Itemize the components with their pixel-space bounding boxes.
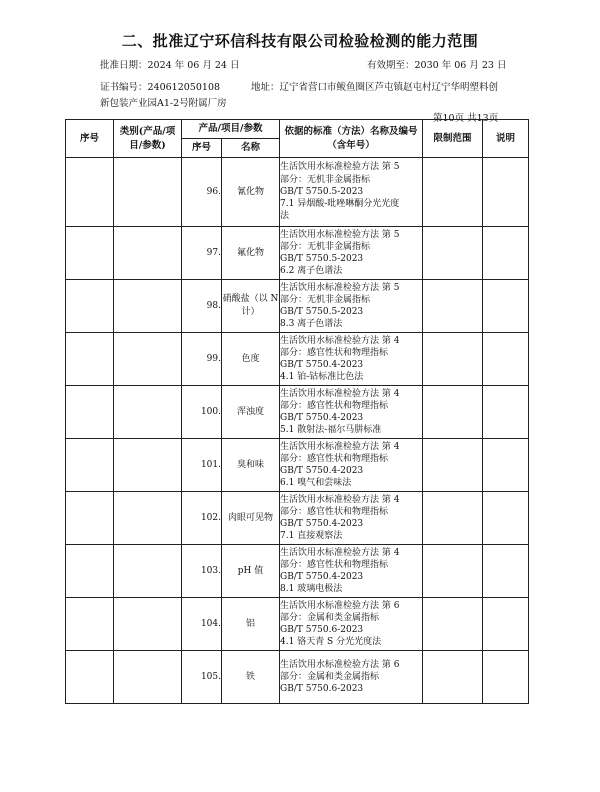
row-note-cell	[483, 333, 529, 386]
header-seq: 序号	[66, 120, 114, 158]
row-limit-cell	[423, 598, 483, 651]
row-sub-seq: 104.	[182, 598, 222, 651]
standard-line: GB/T 5750.5-2023	[280, 186, 364, 197]
table-row	[66, 598, 529, 651]
row-limit-cell	[423, 651, 483, 704]
standard-line: GB/T 5750.4-2023	[280, 360, 364, 370]
row-sub-seq: 99.	[182, 333, 222, 386]
row-standard	[280, 280, 423, 333]
row-limit-cell	[423, 545, 483, 598]
standard-line: 部分：感官性状和物理指标	[280, 506, 389, 517]
row-category-cell	[114, 439, 182, 492]
row-sub-name: pH 值	[222, 545, 280, 598]
standard-line: 法	[280, 211, 290, 222]
row-note-cell	[483, 651, 529, 704]
standard-line: 部分：金属和类金属指标	[280, 671, 380, 682]
standard-line: GB/T 5750.5-2023	[280, 254, 364, 264]
row-note-cell	[483, 598, 529, 651]
header-standard: 依据的标准（方法）名称及编号（含年号）	[280, 120, 423, 158]
standard-line: 8.1 玻璃电极法	[280, 584, 343, 595]
row-seq-cell	[66, 651, 114, 704]
standard-line: 7.1 异烟酸-吡唑啉酮分光光度	[280, 199, 400, 210]
standard-line: 部分：感官性状和物理指标	[280, 559, 389, 570]
row-standard	[280, 439, 423, 492]
row-sub-name: 铝	[222, 598, 280, 651]
row-category-cell	[114, 158, 182, 227]
header-note: 说明	[483, 120, 529, 158]
row-seq-cell	[66, 598, 114, 651]
row-sub-name: 浑浊度	[222, 386, 280, 439]
standard-line: 生活饮用水标准检验方法 第 4	[280, 494, 400, 505]
row-standard	[280, 158, 423, 227]
row-note-cell	[483, 386, 529, 439]
standard-line: 部分：感官性状和物理指标	[280, 453, 389, 464]
row-seq-cell	[66, 280, 114, 333]
standard-line: 5.1 散射法-福尔马肼标准	[280, 425, 382, 436]
table-row	[66, 651, 529, 704]
row-standard	[280, 386, 423, 439]
standard-line: 6.2 离子色谱法	[280, 266, 343, 277]
certificate-number: 证书编号：240612050108	[100, 82, 221, 93]
row-category-cell	[114, 651, 182, 704]
standard-line: GB/T 5750.6-2023	[280, 625, 364, 635]
row-sub-name: 氰化物	[222, 158, 280, 227]
capability-table	[65, 119, 529, 704]
valid-until: 有效期至：2030 年 06 月 23 日	[367, 60, 507, 71]
table-row	[66, 227, 529, 280]
row-standard	[280, 492, 423, 545]
row-limit-cell	[423, 158, 483, 227]
table-row	[66, 158, 529, 227]
row-category-cell	[114, 545, 182, 598]
standard-line: 部分：金属和类金属指标	[280, 612, 380, 623]
approval-date: 批准日期：2024 年 06 月 24 日	[100, 60, 240, 71]
row-sub-name: 臭和味	[222, 439, 280, 492]
standard-line: 生活饮用水标准检验方法 第 4	[280, 441, 400, 452]
standard-line: GB/T 5750.4-2023	[280, 572, 364, 582]
row-category-cell	[114, 333, 182, 386]
row-category-cell	[114, 386, 182, 439]
standard-line: GB/T 5750.6-2023	[280, 684, 364, 695]
standard-line: 生活饮用水标准检验方法 第 5	[280, 282, 400, 293]
standard-line: 生活饮用水标准检验方法 第 5	[280, 162, 400, 173]
row-seq-cell	[66, 545, 114, 598]
address-line-2: 新包装产业园A1-2号附属厂房	[100, 98, 227, 109]
row-note-cell	[483, 280, 529, 333]
row-standard	[280, 333, 423, 386]
row-seq-cell	[66, 227, 114, 280]
standard-line: GB/T 5750.4-2023	[280, 519, 364, 529]
row-sub-name: 色度	[222, 333, 280, 386]
row-note-cell	[483, 439, 529, 492]
header-sub-name: 名称	[222, 139, 280, 158]
row-limit-cell	[423, 227, 483, 280]
row-sub-seq: 103.	[182, 545, 222, 598]
standard-line: GB/T 5750.4-2023	[280, 466, 364, 476]
row-seq-cell	[66, 386, 114, 439]
row-note-cell	[483, 492, 529, 545]
table-row	[66, 386, 529, 439]
standard-line: 部分：无机非金属指标	[280, 294, 371, 305]
row-standard	[280, 651, 423, 704]
header-limit: 限制范围	[423, 120, 483, 158]
table-row	[66, 333, 529, 386]
row-category-cell	[114, 598, 182, 651]
standard-line: 6.1 嗅气和尝味法	[280, 478, 352, 489]
row-category-cell	[114, 227, 182, 280]
row-seq-cell	[66, 492, 114, 545]
standard-line: 生活饮用水标准检验方法 第 4	[280, 547, 400, 558]
table-row	[66, 492, 529, 545]
row-seq-cell	[66, 158, 114, 227]
row-sub-seq: 96.	[182, 158, 222, 227]
row-seq-cell	[66, 333, 114, 386]
standard-line: 生活饮用水标准检验方法 第 4	[280, 335, 400, 346]
row-limit-cell	[423, 280, 483, 333]
row-seq-cell	[66, 439, 114, 492]
row-sub-seq: 105.	[182, 651, 222, 704]
row-sub-seq: 100.	[182, 386, 222, 439]
standard-line: 7.1 直接观察法	[280, 531, 343, 542]
row-note-cell	[483, 227, 529, 280]
row-category-cell	[114, 280, 182, 333]
standard-line: 部分：无机非金属指标	[280, 241, 371, 252]
table-row	[66, 280, 529, 333]
standard-line: 4.1 铂-钴标准比色法	[280, 372, 364, 383]
standard-line: 生活饮用水标准检验方法 第 6	[280, 600, 400, 611]
standard-line: 4.1 铬天青 S 分光光度法	[280, 637, 382, 648]
row-category-cell	[114, 492, 182, 545]
standard-line: GB/T 5750.5-2023	[280, 307, 364, 317]
row-sub-seq: 97.	[182, 227, 222, 280]
row-sub-seq: 102.	[182, 492, 222, 545]
row-sub-name: 氟化物	[222, 227, 280, 280]
standard-line: 生活饮用水标准检验方法 第 5	[280, 229, 400, 240]
address-line-1: 地址：辽宁省营口市鲅鱼圈区芦屯镇赵屯村辽宁华明塑料创	[251, 82, 499, 93]
row-standard	[280, 598, 423, 651]
row-limit-cell	[423, 492, 483, 545]
row-limit-cell	[423, 333, 483, 386]
row-sub-seq: 101.	[182, 439, 222, 492]
row-limit-cell	[423, 439, 483, 492]
row-standard	[280, 545, 423, 598]
document-title: 二、批准辽宁环信科技有限公司检验检测的能力范围	[121, 32, 479, 50]
row-sub-name: 硝酸盐（以 N 计）	[222, 280, 280, 333]
header-category: 类别(产品/项目/参数)	[114, 120, 182, 158]
row-sub-seq: 98.	[182, 280, 222, 333]
table-row	[66, 545, 529, 598]
standard-line: 部分：感官性状和物理指标	[280, 400, 389, 411]
standard-line: 生活饮用水标准检验方法 第 6	[280, 659, 400, 670]
row-standard	[280, 227, 423, 280]
standard-line: GB/T 5750.4-2023	[280, 413, 364, 423]
row-limit-cell	[423, 386, 483, 439]
header-product-group: 产品/项目/参数	[182, 120, 280, 139]
standard-line: 部分：无机非金属指标	[280, 174, 371, 185]
row-sub-name: 肉眼可见物	[222, 492, 280, 545]
page-info: 第10页 共13页	[433, 113, 499, 124]
standard-line: 部分：感官性状和物理指标	[280, 347, 389, 358]
row-sub-name: 铁	[222, 651, 280, 704]
standard-line: 8.3 离子色谱法	[280, 319, 343, 330]
row-note-cell	[483, 545, 529, 598]
table-row	[66, 439, 529, 492]
standard-line: 生活饮用水标准检验方法 第 4	[280, 388, 400, 399]
header-sub-seq: 序号	[182, 139, 222, 158]
row-note-cell	[483, 158, 529, 227]
